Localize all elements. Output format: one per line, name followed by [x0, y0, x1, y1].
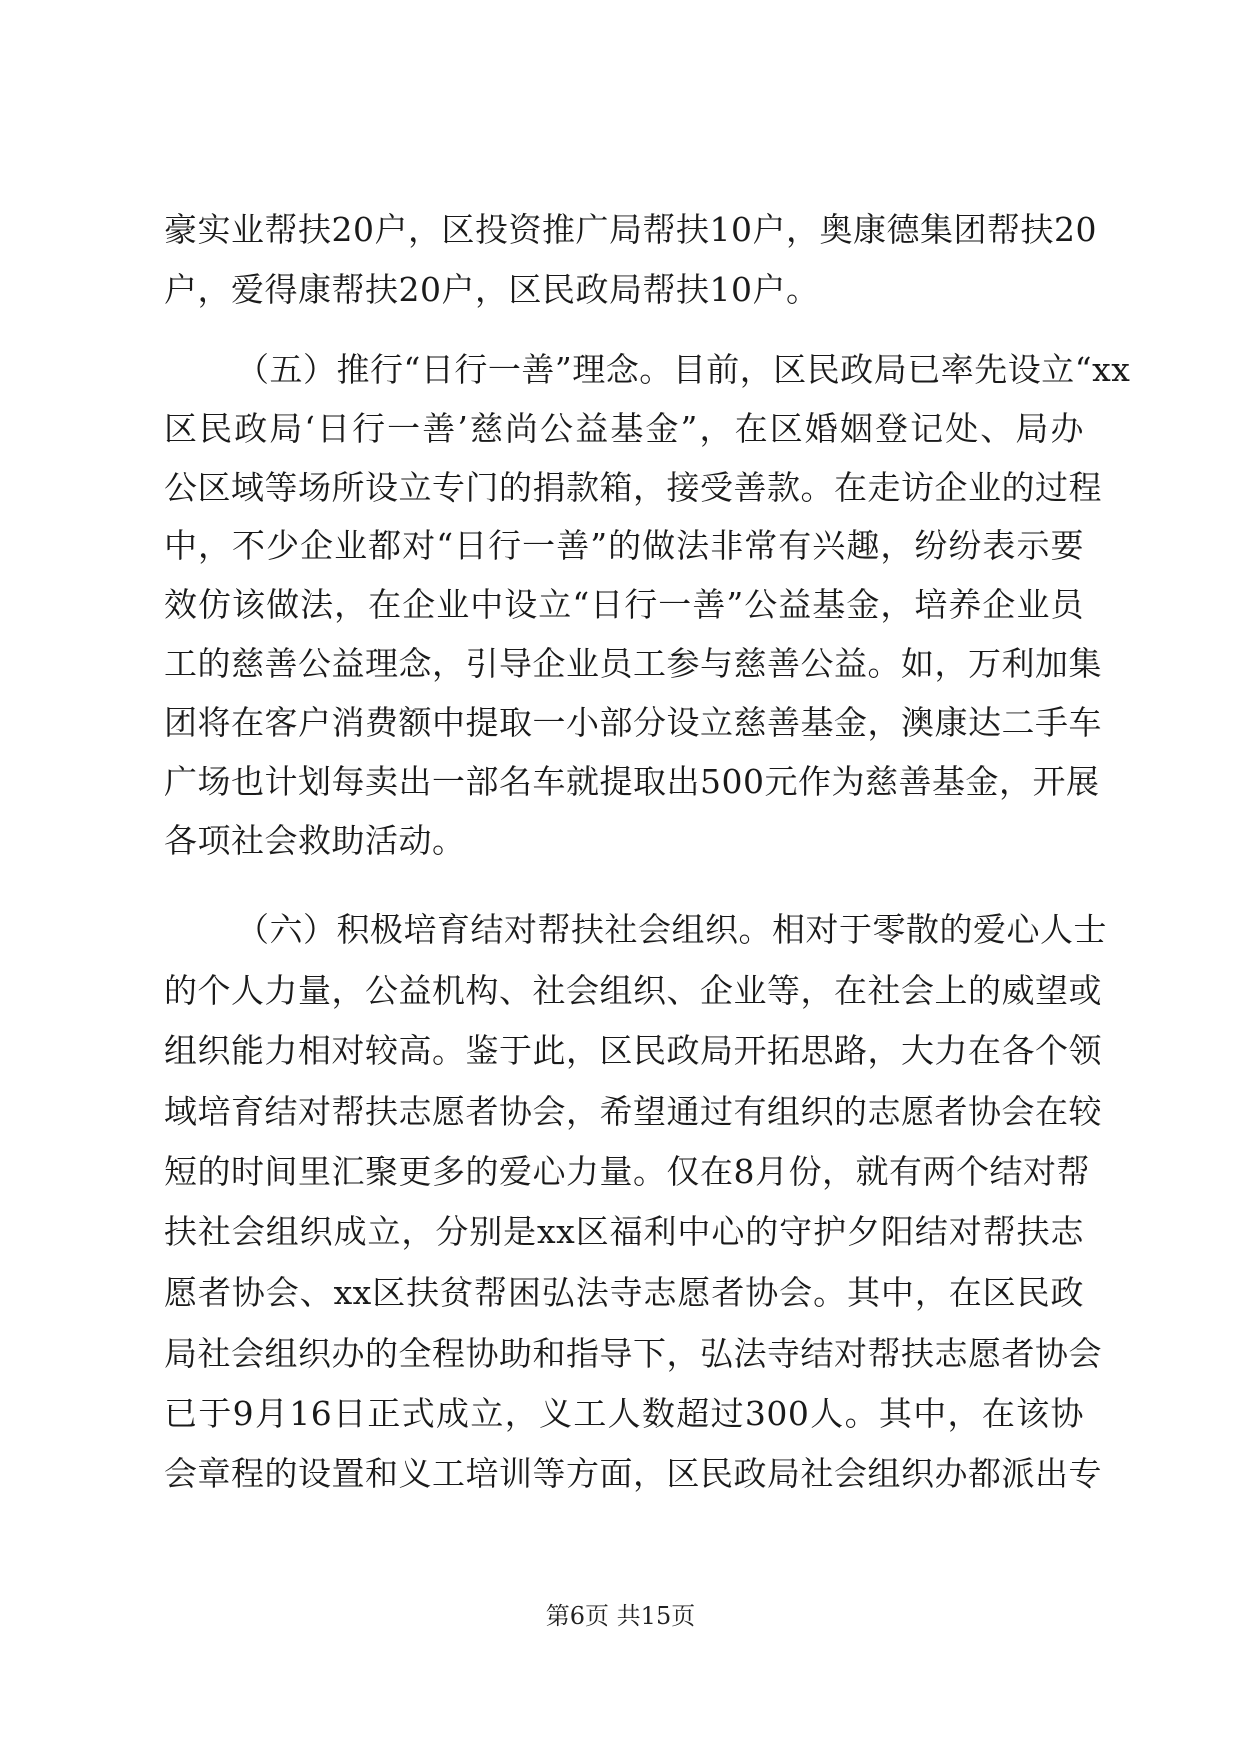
- text-line: 域培育结对帮扶志愿者协会，希望通过有组织的志愿者协会在较: [164, 1092, 1102, 1131]
- text-line: （六）积极培育结对帮扶社会组织。相对于零散的爱心人士: [236, 910, 1107, 949]
- text-line: 短的时间里汇聚更多的爱心力量。仅在8月份，就有两个结对帮: [164, 1152, 1090, 1191]
- text-line: 豪实业帮扶20户，区投资推广局帮扶10户，奥康德集团帮扶20: [164, 210, 1097, 249]
- text-line: 的个人力量，公益机构、社会组织、企业等，在社会上的威望或: [164, 971, 1102, 1010]
- text-line: 组织能力相对较高。鉴于此，区民政局开拓思路，大力在各个领: [164, 1031, 1102, 1070]
- text-line: 户，爱得康帮扶20户，区民政局帮扶10户。: [164, 270, 820, 309]
- text-line: 工的慈善公益理念，引导企业员工参与慈善公益。如，万利加集: [164, 644, 1102, 683]
- text-line: 愿者协会、xx区扶贫帮困弘法寺志愿者协会。其中，在区民政: [164, 1273, 1084, 1312]
- text-line: 扶社会组织成立，分别是xx区福利中心的守护夕阳结对帮扶志: [164, 1212, 1084, 1251]
- text-line: 已于9月16日正式成立，义工人数超过300人。其中，在该协: [164, 1394, 1084, 1433]
- text-line: 团将在客户消费额中提取一小部分设立慈善基金，澳康达二手车: [164, 703, 1102, 742]
- text-line: 区民政局‘日行一善’慈尚公益基金”，在区婚姻登记处、局办: [164, 409, 1084, 448]
- text-line: 会章程的设置和义工培训等方面，区民政局社会组织办都派出专: [164, 1454, 1102, 1493]
- text-line: 广场也计划每卖出一部名车就提取出500元作为慈善基金，开展: [164, 762, 1100, 801]
- page-number-footer: 第6页 共15页: [545, 1602, 696, 1630]
- text-line: 局社会组织办的全程协助和指导下，弘法寺结对帮扶志愿者协会: [164, 1334, 1102, 1373]
- text-line: 中，不少企业都对“日行一善”的做法非常有兴趣，纷纷表示要: [164, 526, 1084, 565]
- text-line: 效仿该做法，在企业中设立“日行一善”公益基金，培养企业员: [164, 585, 1084, 624]
- text-line: 公区域等场所设立专门的捐款箱，接受善款。在走访企业的过程: [164, 468, 1102, 507]
- text-line: （五）推行“日行一善”理念。目前，区民政局已率先设立“xx: [236, 350, 1131, 389]
- text-line: 各项社会救助活动。: [164, 821, 466, 860]
